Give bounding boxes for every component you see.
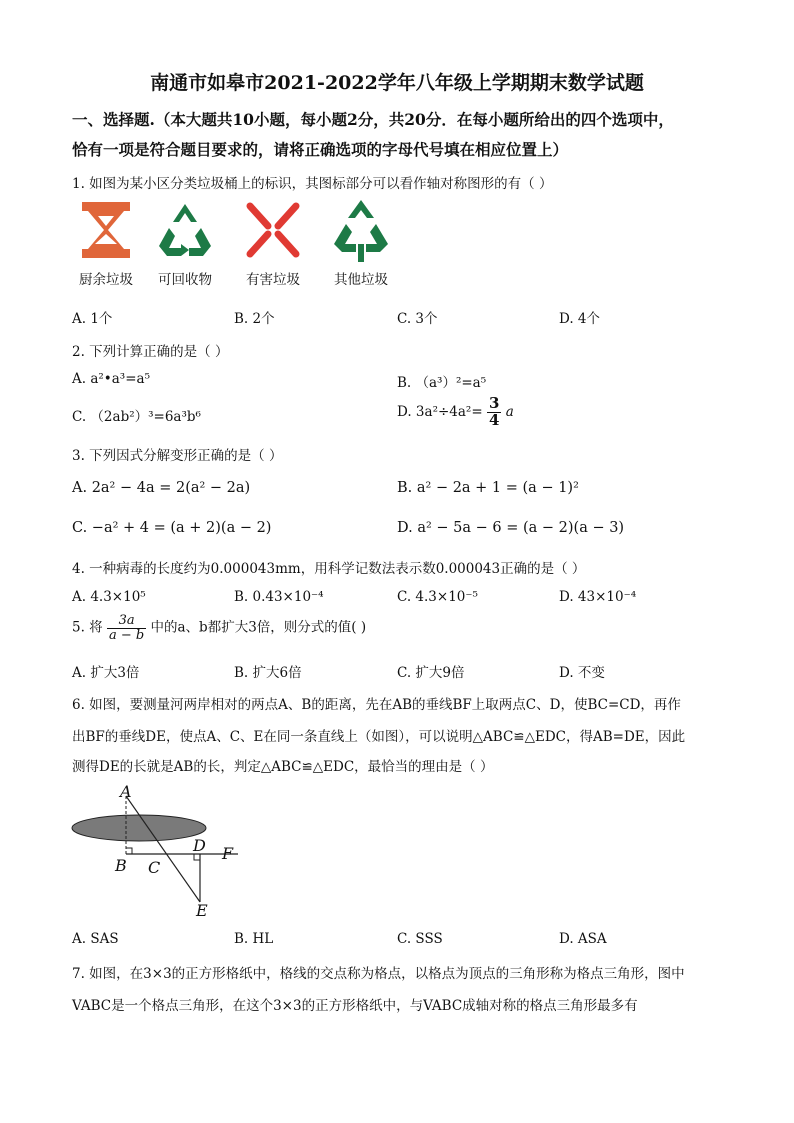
q2-option-b[interactable]: B. （a³）²=a⁵	[397, 375, 487, 391]
q2-option-c[interactable]: C. （2ab²）³=6a³b⁶	[72, 409, 201, 425]
icon-label-other: 其他垃圾	[334, 272, 388, 288]
river-measure-figure	[66, 782, 256, 922]
q6-option-c[interactable]: C. SSS	[397, 931, 443, 947]
q5-denominator: a − b	[108, 627, 145, 643]
tree-recycle-icon	[330, 196, 392, 264]
icon-label-recyclable: 可回收物	[158, 272, 212, 288]
label-f: F	[222, 844, 234, 863]
q1-option-a[interactable]: A. 1个	[72, 311, 113, 327]
q3-option-b[interactable]: B. a² − 2a + 1 = (a − 1)²	[397, 480, 579, 496]
q2-d-numerator: 3	[488, 394, 500, 412]
q4-option-d[interactable]: D. 43×10⁻⁴	[559, 589, 637, 605]
q5-option-b[interactable]: B. 扩大6倍	[234, 665, 302, 681]
q2-option-d[interactable]	[397, 396, 514, 429]
q6-line2: 出BF的垂线DE，使点A、C、E在同一条直线上（如图），可以说明△ABC≌△EDC，得AB=DE，因此	[72, 729, 686, 745]
q6-option-d[interactable]: D. ASA	[559, 931, 607, 947]
label-c: C	[148, 858, 161, 877]
label-e: E	[196, 901, 208, 920]
q3-option-a[interactable]: A. 2a² − 4a = 2(a² − 2a)	[72, 480, 251, 496]
q2-d-fraction	[487, 396, 501, 429]
q5-numerator: 3a	[107, 614, 146, 629]
page-title: 南通市如皋市2021-2022学年八年级上学期期末数学试题	[150, 72, 644, 94]
q5-suffix: 中的a、b都扩大3倍，则分式的值( )	[150, 619, 367, 636]
q7-line1: 7. 如图，在3×3的正方形格纸中，格线的交点称为格点，以格点为顶点的三角形称为格点三角形，图中	[72, 966, 685, 982]
q2-stem: 2. 下列计算正确的是（ ）	[72, 344, 229, 360]
q1-option-b[interactable]: B. 2个	[234, 311, 275, 327]
q1-option-d[interactable]: D. 4个	[559, 311, 601, 327]
q3-option-d[interactable]: D. a² − 5a − 6 = (a − 2)(a − 3)	[397, 520, 625, 536]
q3-option-c[interactable]: C. −a² + 4 = (a + 2)(a − 2)	[72, 520, 272, 536]
q2-d-suffix: a	[505, 403, 514, 420]
q5-option-d[interactable]: D. 不变	[559, 665, 605, 681]
q5-fraction	[107, 614, 146, 642]
q6-line1: 6. 如图，要测量河两岸相对的两点A、B的距离，先在AB的垂线BF上取两点C、D，使BC=CD，再作	[72, 697, 681, 713]
q6-option-b[interactable]: B. HL	[234, 931, 274, 947]
q2-option-a[interactable]: A. a²•a³=a⁵	[72, 371, 150, 387]
q1-option-c[interactable]: C. 3个	[397, 311, 438, 327]
q2-d-prefix: D. 3a²÷4a²=	[397, 403, 483, 420]
label-b: B	[115, 856, 127, 875]
q5-option-a[interactable]: A. 扩大3倍	[72, 665, 140, 681]
q7-line2: VABC是一个格点三角形，在这个3×3的正方形格纸中，与VABC成轴对称的格点三角形最多有	[72, 998, 638, 1014]
q2-d-denominator: 4	[488, 410, 500, 429]
recycle-icon	[155, 200, 215, 260]
label-a: A	[120, 782, 132, 801]
q4-option-b[interactable]: B. 0.43×10⁻⁴	[234, 589, 324, 605]
icon-label-hazardous: 有害垃圾	[246, 272, 300, 288]
q3-stem: 3. 下列因式分解变形正确的是（ ）	[72, 448, 283, 464]
label-d: D	[193, 836, 206, 855]
q1-stem: 1. 如图为某小区分类垃圾桶上的标识，其图标部分可以看作轴对称图形的有（ ）	[72, 176, 553, 192]
q4-option-a[interactable]: A. 4.3×10⁵	[72, 589, 146, 605]
q4-stem: 4. 一种病毒的长度约为0.000043mm，用科学记数法表示数0.000043正确的是（ ）	[72, 561, 586, 577]
q6-option-a[interactable]: A. SAS	[72, 931, 119, 947]
section-heading-line1: 一、选择题.（本大题共10小题，每小题2分，共20分．在每小题所给出的四个选项中，	[72, 110, 674, 129]
q5-prefix: 5. 将	[72, 619, 103, 636]
cross-icon	[244, 200, 302, 260]
q6-line3: 测得DE的长就是AB的长，判定△ABC≌△EDC，最恰当的理由是（ ）	[72, 759, 494, 775]
q5-option-c[interactable]: C. 扩大9倍	[397, 665, 465, 681]
q5-stem	[72, 614, 366, 642]
section-heading-line2: 恰有一项是符合题目要求的，请将正确选项的字母代号填在相应位置上）	[72, 140, 569, 159]
q4-option-c[interactable]: C. 4.3×10⁻⁵	[397, 589, 478, 605]
icon-label-kitchen: 厨余垃圾	[79, 272, 133, 288]
hourglass-icon	[78, 200, 134, 260]
